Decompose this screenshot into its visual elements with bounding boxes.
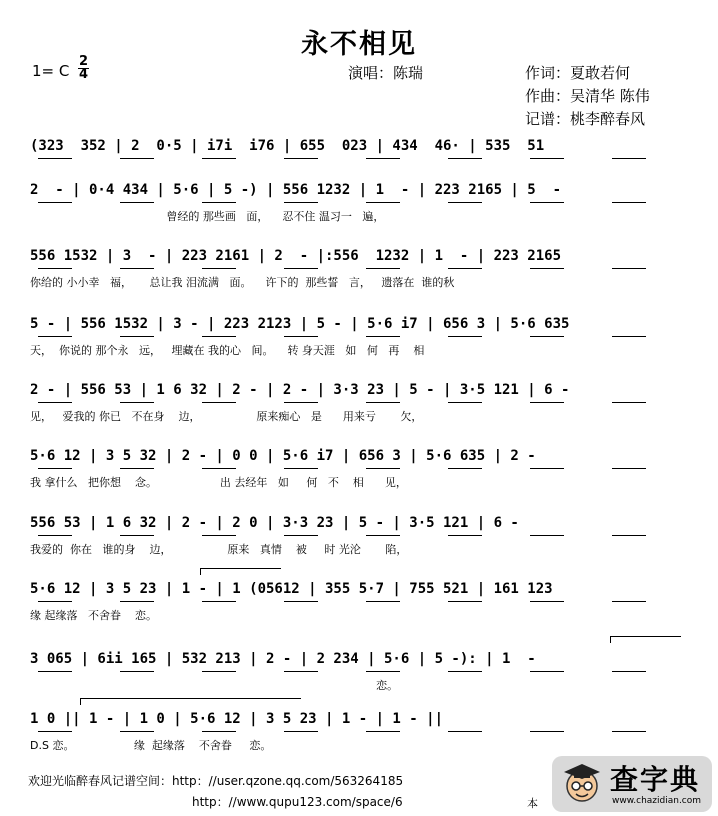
score-row [30,711,690,735]
beam-line [38,671,72,672]
notation-line: 3 065 | 6ii 165 | 532 213 | 2 - | 2 234 | 5·6 | 5 -): | 1 - [30,651,536,667]
beam-line [530,202,564,203]
beam-line [120,158,154,159]
score-row [30,651,690,675]
notation-line: 2 - | 0·4 434 | 5·6 | 5 -) | 556 1232 | 1 - | 223 2165 | 5 - [30,182,562,198]
beam-line [448,268,482,269]
lyric-line: 你给的 小小幸 福， 总让我 泪流满 面。 许下的 那些誓 言， 遗落在 谁的秋 [30,276,455,289]
score-row [30,182,690,206]
beam-line [366,601,400,602]
page-mark: 本 [527,797,538,810]
singer-credit: 演唱：陈瑞 [348,64,424,82]
time-bottom: 4 [79,67,89,82]
score-row [30,515,690,539]
beam-line [120,731,154,732]
beam-line [448,402,482,403]
beam-line [284,731,318,732]
beam-line [530,268,564,269]
beam-line [366,468,400,469]
footer-url-line[interactable]: http：//www.qupu123.com/space/6 [192,795,403,809]
beam-line [202,202,236,203]
volta-bracket-3 [80,698,301,705]
lyric-line: 见， 爱我的 你已 不在身 边， 原来痴心 是 用来亏 欠， [30,410,423,423]
beam-line [448,468,482,469]
beam-line [530,601,564,602]
score-row [30,448,690,472]
beam-line [120,336,154,337]
beam-line [202,468,236,469]
beam-line [38,468,72,469]
beam-line [612,535,646,536]
beam-line [448,202,482,203]
notation-line: 1 0 || 1 - | 1 0 | 5·6 12 | 3 5 23 | 1 - | 1 - || [30,711,444,727]
score-row [30,581,690,605]
time-signature [78,56,89,81]
key-signature: 1= C [32,62,70,80]
time-top: 2 [79,54,89,69]
beam-line [612,202,646,203]
beam-line [366,268,400,269]
score-row [30,382,690,406]
beam-line [202,601,236,602]
beam-line [284,402,318,403]
beam-line [612,402,646,403]
beam-line [612,601,646,602]
beam-line [284,336,318,337]
logo-text: 查字典 [610,763,701,796]
beam-line [448,158,482,159]
beam-line [202,268,236,269]
beam-line [366,535,400,536]
beam-line [38,535,72,536]
beam-line [366,202,400,203]
beam-line [612,158,646,159]
beam-line [530,731,564,732]
composer-credit: 作曲：吴清华 陈伟 [525,87,650,105]
beam-line [202,402,236,403]
beam-line [530,468,564,469]
site-logo[interactable] [552,756,712,812]
beam-line [38,731,72,732]
notation-line: 5·6 12 | 3 5 23 | 1 - | 1 (05612 | 355 5·7 | 755 521 | 161 123 [30,581,553,597]
song-title: 永不相见 [301,29,417,60]
beam-line [38,402,72,403]
beam-line [202,671,236,672]
beam-line [284,202,318,203]
beam-line [530,402,564,403]
beam-line [530,158,564,159]
beam-line [284,671,318,672]
beam-line [448,535,482,536]
lyric-line: 天， 你说的 那个永 远， 埋藏在 我的心 间。 转 身天涯 如 何 再 相 [30,344,425,357]
beam-line [202,535,236,536]
beam-line [448,671,482,672]
beam-line [38,336,72,337]
beam-line [366,158,400,159]
beam-line [612,268,646,269]
beam-line [38,268,72,269]
beam-line [202,731,236,732]
beam-line [284,158,318,159]
beam-line [612,671,646,672]
beam-line [366,731,400,732]
beam-line [448,731,482,732]
notation-line: 556 1532 | 3 - | 223 2161 | 2 - |:556 1232 | 1 - | 223 2165 [30,248,562,264]
beam-line [120,402,154,403]
lyric-line: 缘 起缘落 不舍眷 恋。 [30,609,157,622]
beam-line [120,671,154,672]
beam-line [120,268,154,269]
beam-line [530,336,564,337]
transcriber-credit: 记谱：桃李醉春风 [525,110,646,128]
mascot-icon [560,760,604,806]
lyric-line: 曾经的 那些画 面， 忍不住 温习一 遍， [30,210,385,223]
score-row [30,248,690,272]
lyric-line: D.S 恋。 缘 起缘落 不舍眷 恋。 [30,739,272,752]
notation-line: 2 - | 556 53 | 1 6 32 | 2 - | 2 - | 3·3 23 | 5 - | 3·5 121 | 6 - [30,382,570,398]
score-row [30,138,690,162]
beam-line [284,268,318,269]
beam-line [284,601,318,602]
beam-line [284,468,318,469]
volta-bracket-1 [200,568,281,575]
beam-line [530,535,564,536]
beam-line [366,671,400,672]
beam-line [366,336,400,337]
beam-line [366,402,400,403]
beam-line [612,468,646,469]
score-row [30,316,690,340]
beam-line [448,601,482,602]
lyric-line: 我 拿什么 把你想 念。 出 去经年 如 何 不 相 见， [30,476,407,489]
beam-line [38,202,72,203]
notation-line: (323 352 | 2 0·5 | i7i i76 | 655 023 | 434 46· | 535 51 [30,138,545,154]
beam-line [120,202,154,203]
beam-line [38,158,72,159]
beam-line [530,671,564,672]
beam-line [120,468,154,469]
beam-line [612,336,646,337]
beam-line [120,535,154,536]
beam-line [202,158,236,159]
notation-line: 556 53 | 1 6 32 | 2 - | 2 0 | 3·3 23 | 5 - | 3·5 121 | 6 - [30,515,519,531]
beam-line [448,336,482,337]
logo-url: www.chazidian.com [612,796,702,806]
beam-line [284,535,318,536]
beam-line [38,601,72,602]
lyric-line: 恋。 [30,679,399,692]
volta-bracket-2 [610,636,681,643]
notation-line: 5 - | 556 1532 | 3 - | 223 2123 | 5 - | 5·6 i7 | 656 3 | 5·6 635 [30,316,570,332]
lyricist-credit: 作词：夏敢若何 [525,64,631,82]
beam-line [120,601,154,602]
footer-welcome-line[interactable]: 欢迎光临醉春风记谱空间：http：//user.qzone.qq.com/563264185 [28,774,404,788]
lyric-line: 我爱的 你在 谁的身 边， 原来 真情 被 时 光沦 陷， [30,543,408,556]
beam-line [202,336,236,337]
notation-line: 5·6 12 | 3 5 32 | 2 - | 0 0 | 5·6 i7 | 656 3 | 5·6 635 | 2 - [30,448,536,464]
beam-line [612,731,646,732]
